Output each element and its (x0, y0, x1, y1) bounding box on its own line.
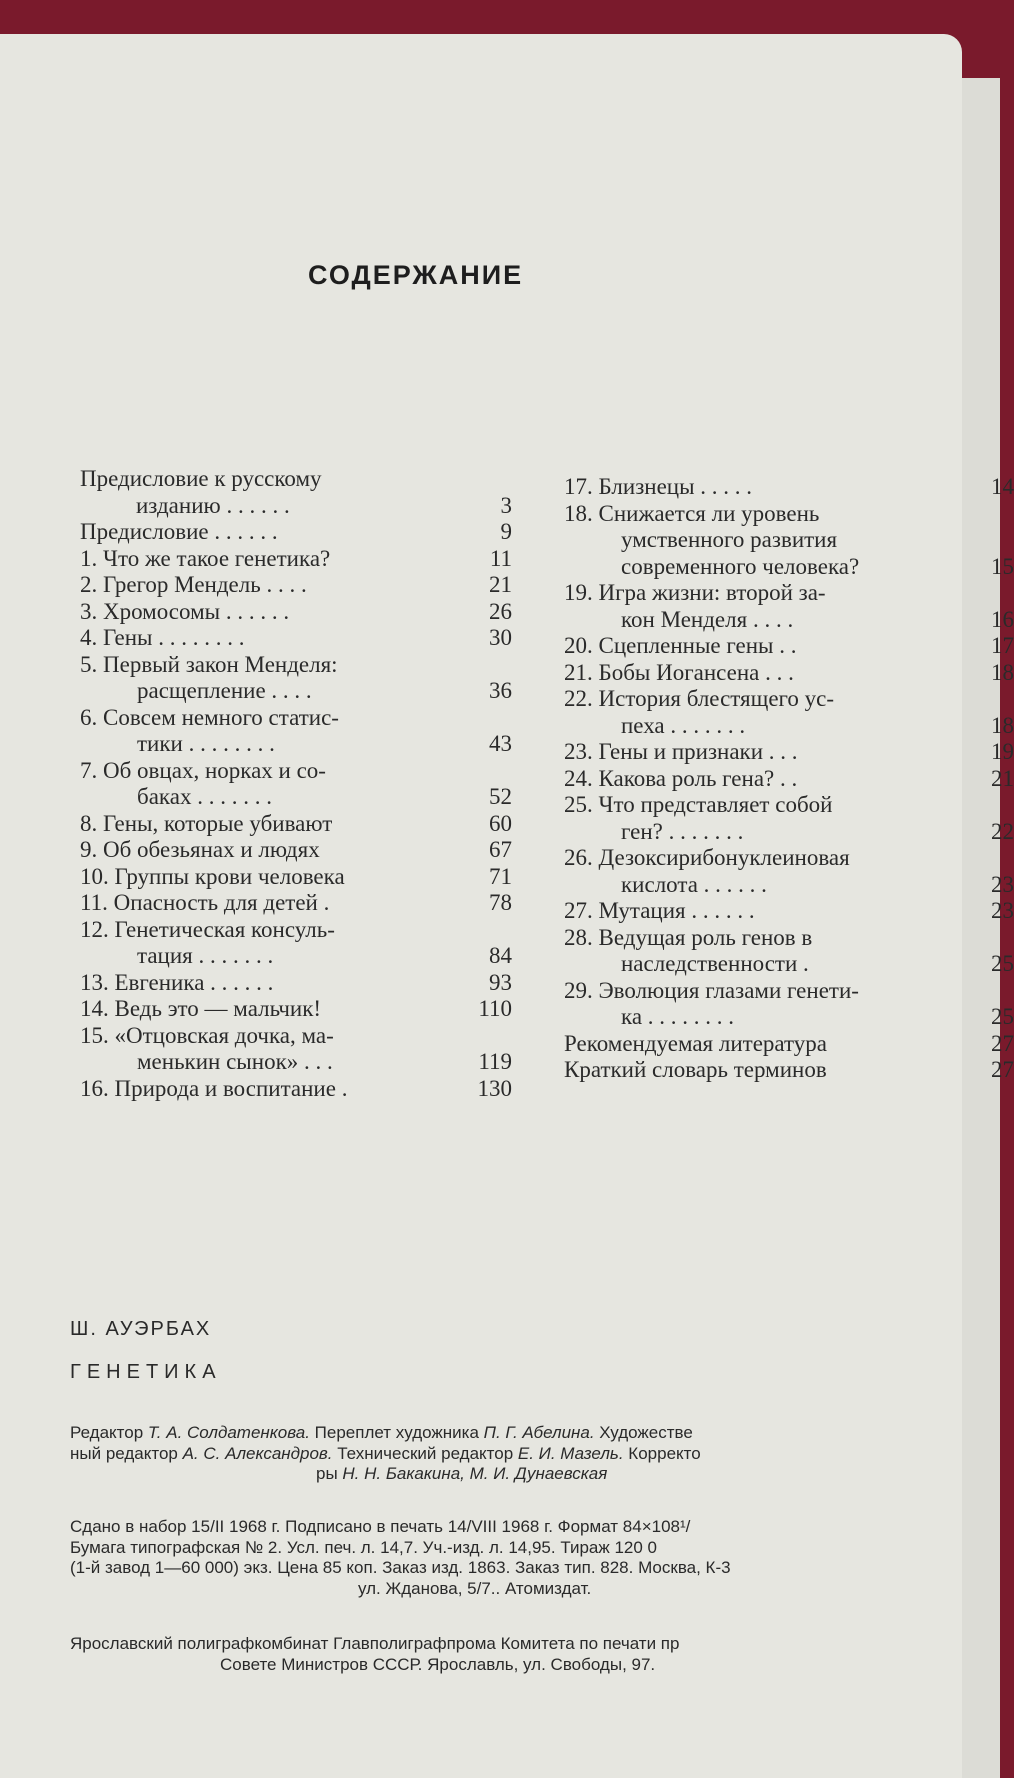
toc-entry (80, 890, 512, 917)
toc-entry-text: 5. Первый закон Менделя: (80, 651, 338, 677)
toc-entry (564, 765, 1014, 793)
imprint-press (70, 1634, 970, 1675)
toc-page-number: 119 (478, 1049, 512, 1074)
toc-entry (564, 686, 1014, 739)
toc-entry-text: 8. Гены, которые убивают (80, 810, 333, 836)
print-line: ул. Жданова, 5/7.. Атомиздат. (358, 1578, 592, 1598)
toc-entry-text: расщепление . . . . (137, 678, 312, 703)
toc-entry (564, 792, 1014, 845)
toc-page-number: 43 (489, 731, 512, 756)
page-title: СОДЕРЖАНИЕ (308, 260, 524, 290)
toc-entry (80, 625, 512, 652)
toc-page-number: 25 (991, 951, 1014, 976)
toc-entry-text: кислота . . . . . . (621, 871, 767, 897)
toc-entry-text: 18. Снижается ли уровень (564, 500, 820, 526)
toc-entry (80, 996, 512, 1023)
toc-entry-text: 6. Совсем немного статис- (80, 704, 339, 730)
toc-entry-text: Предисловие к русскому (80, 466, 322, 491)
toc-entry (80, 837, 512, 864)
toc-page-number: 11 (489, 545, 512, 571)
toc-entry (564, 739, 1014, 766)
credits-text: Редактор (70, 1423, 148, 1442)
credits-name: Н. Н. Бакакина, М. И. Дунаевская (342, 1464, 608, 1483)
credits-line (70, 1464, 970, 1485)
toc-entry (80, 758, 512, 811)
credits-name: А. С. Александров. (182, 1443, 333, 1463)
toc-left-column (80, 466, 512, 1102)
toc-entry (80, 864, 512, 891)
toc-entry (564, 500, 1014, 581)
toc-entry-text: 23. Гены и признаки . . . (564, 739, 798, 764)
toc-page-number: 3 (500, 492, 512, 518)
toc-entry (564, 1030, 1014, 1058)
toc-entry (564, 580, 1014, 633)
toc-entry-text: 28. Ведущая роль генов в (564, 924, 813, 950)
toc-entry (564, 977, 1014, 1031)
toc-page-number: 15 (991, 553, 1014, 579)
toc-page-number: 18 (991, 712, 1014, 738)
press-line: Ярославский полиграфкомбинат Главполиграфпрома Комитета по печати пр (70, 1634, 680, 1653)
print-line: (1-й завод 1—60 000) экз. Цена 85 коп. Заказ изд. 1863. Заказ тип. 828. Москва, К-3 (70, 1558, 731, 1577)
credits-name: П. Г. Абелина. (483, 1423, 595, 1442)
toc-entry-text: 25. Что представляет собой (564, 792, 833, 817)
toc-entry (80, 572, 512, 599)
toc-entry-text: изданию . . . . . . (136, 492, 290, 518)
press-line: Совете Министров СССР. Ярославль, ул. Свободы, 97. (220, 1654, 656, 1674)
toc-entry (80, 1023, 512, 1076)
toc-page-number: 67 (489, 837, 512, 862)
toc-page-number: 36 (489, 678, 512, 703)
toc-page-number: 60 (489, 810, 512, 836)
toc-entry-text: 10. Группы крови человека (80, 863, 345, 889)
toc-entry-text: 13. Евгеника . . . . . . (80, 969, 274, 995)
toc-entry-text: 1. Что же такое генетика? (80, 545, 331, 571)
toc-entry-text: 21. Бобы Иогансена . . . (564, 659, 794, 685)
toc-entry-text: баках . . . . . . . (137, 784, 272, 809)
toc-entry-text: 12. Генетическая консуль- (80, 916, 335, 942)
toc-page-number: 93 (489, 969, 512, 995)
credits-text: Художестве (594, 1423, 693, 1442)
toc-page-number: 22 (991, 818, 1014, 844)
toc-page-number: 21 (991, 765, 1014, 791)
toc-entry (80, 546, 512, 573)
toc-right-column (564, 474, 1014, 1084)
toc-page-number: 17 (991, 633, 1014, 658)
toc-entry (564, 845, 1014, 898)
credits-name: Т. А. Солдатенкова. (147, 1423, 310, 1442)
toc-page-number: 52 (489, 784, 512, 809)
toc-page-number: 27 (991, 1057, 1014, 1082)
toc-entry (80, 705, 512, 758)
toc-entry (564, 1057, 1014, 1084)
toc-page-number: 25 (991, 1004, 1014, 1029)
book-page (0, 34, 1014, 1778)
toc-entry (80, 519, 512, 546)
toc-entry-text: современного человека? (621, 553, 860, 579)
toc-entry (564, 898, 1014, 925)
toc-entry-text: менькин сынок» . . . (137, 1049, 333, 1074)
toc-page-number: 23 (991, 898, 1014, 923)
toc-entry-text: умственного развития (621, 527, 838, 552)
toc-entry-text: тики . . . . . . . . (137, 731, 275, 756)
toc-page-number: 84 (489, 943, 512, 968)
toc-page-number: 16 (991, 606, 1014, 632)
toc-page-number: 26 (489, 598, 512, 624)
toc-entry (80, 970, 512, 997)
toc-entry-text: тация . . . . . . . (137, 943, 274, 968)
toc-entry-text: ка . . . . . . . . (621, 1004, 735, 1029)
toc-entry-text: кон Менделя . . . . (621, 606, 794, 632)
toc-entry-text: 16. Природа и воспитание . (80, 1075, 348, 1101)
toc-entry-text: 19. Игра жизни: второй за- (564, 580, 826, 605)
credits-text: Переплет художника (309, 1423, 484, 1442)
toc-entry-text: Предисловие . . . . . . (80, 519, 278, 544)
toc-entry-text: 3. Хромосомы . . . . . . (80, 598, 290, 624)
toc-entry-text: 11. Опасность для детей . (80, 890, 330, 915)
credits-text: ры (316, 1464, 343, 1483)
toc-page-number: 9 (500, 519, 512, 544)
toc-entry-text: 14. Ведь это — мальчик! (80, 996, 322, 1021)
credits-text: Корректо (623, 1443, 701, 1463)
toc-page-number: 130 (477, 1075, 512, 1101)
credits-line (70, 1444, 970, 1465)
imprint-print-info (70, 1517, 970, 1599)
toc-entry (80, 466, 512, 519)
toc-page-number: 23 (991, 871, 1014, 897)
toc-entry-text: 26. Дезоксирибонуклеиновая (564, 845, 850, 870)
toc-entry (80, 811, 512, 838)
imprint-book-title: ГЕНЕТИКА (70, 1361, 222, 1383)
toc-entry-text: 24. Какова роль гена? . . (564, 765, 798, 791)
print-line: Сдано в набор 15/II 1968 г. Подписано в печать 14/VIII 1968 г. Формат 84×108¹/ (70, 1517, 691, 1536)
toc-entry-text: ген? . . . . . . . (621, 818, 744, 844)
toc-page-number: 71 (489, 863, 512, 889)
toc-page-number: 110 (478, 996, 512, 1021)
toc-entry (564, 474, 1014, 501)
toc-page-number: 18 (991, 659, 1014, 685)
toc-entry (80, 1076, 512, 1103)
toc-entry-text: 27. Мутация . . . . . . (564, 898, 755, 923)
credits-text: Технический редактор (332, 1443, 518, 1463)
toc-entry (564, 633, 1014, 660)
toc-entry-text: наследственности . (621, 951, 809, 976)
toc-entry-text: 20. Сцепленные гены . . (564, 633, 797, 658)
toc-page-number: 21 (489, 572, 512, 597)
toc-page-number: 14 (991, 474, 1014, 499)
toc-entry (564, 659, 1014, 687)
toc-page-number: 27 (991, 1030, 1014, 1056)
credits-line (70, 1423, 970, 1444)
toc-entry-text: Краткий словарь терминов (564, 1057, 827, 1082)
toc-entry (80, 599, 512, 626)
toc-entry-text: 4. Гены . . . . . . . . (80, 625, 245, 650)
toc-entry (80, 652, 512, 705)
credits-name: Е. И. Мазель. (517, 1443, 624, 1463)
toc-page-number: 30 (489, 625, 512, 650)
toc-entry-text: 29. Эволюция глазами генети- (564, 977, 859, 1003)
toc-entry (564, 924, 1014, 978)
print-line: Бумага типографская № 2. Усл. печ. л. 14,7. Уч.-изд. л. 14,95. Тираж 120 0 (70, 1537, 658, 1557)
toc-entry-text: Рекомендуемая литература (564, 1030, 827, 1056)
toc-entry-text: 15. «Отцовская дочка, ма- (80, 1022, 334, 1048)
toc-entry-text: 22. История блестящего ус- (564, 686, 835, 711)
imprint-author: Ш. АУЭРБАХ (70, 1318, 212, 1340)
imprint-credits (70, 1423, 970, 1485)
toc-entry-text: 9. Об обезьянах и людях (80, 837, 320, 862)
toc-entry-text: 17. Близнецы . . . . . (564, 474, 753, 499)
credits-text: ный редактор (70, 1443, 183, 1463)
toc-entry-text: пеха . . . . . . . (621, 712, 746, 738)
toc-entry-text: 7. Об овцах, норках и со- (80, 757, 326, 783)
toc-entry-text: 2. Грегор Мендель . . . . (80, 572, 307, 597)
toc-page-number: 78 (489, 890, 512, 915)
toc-entry (80, 917, 512, 970)
toc-page-number: 19 (991, 739, 1014, 764)
